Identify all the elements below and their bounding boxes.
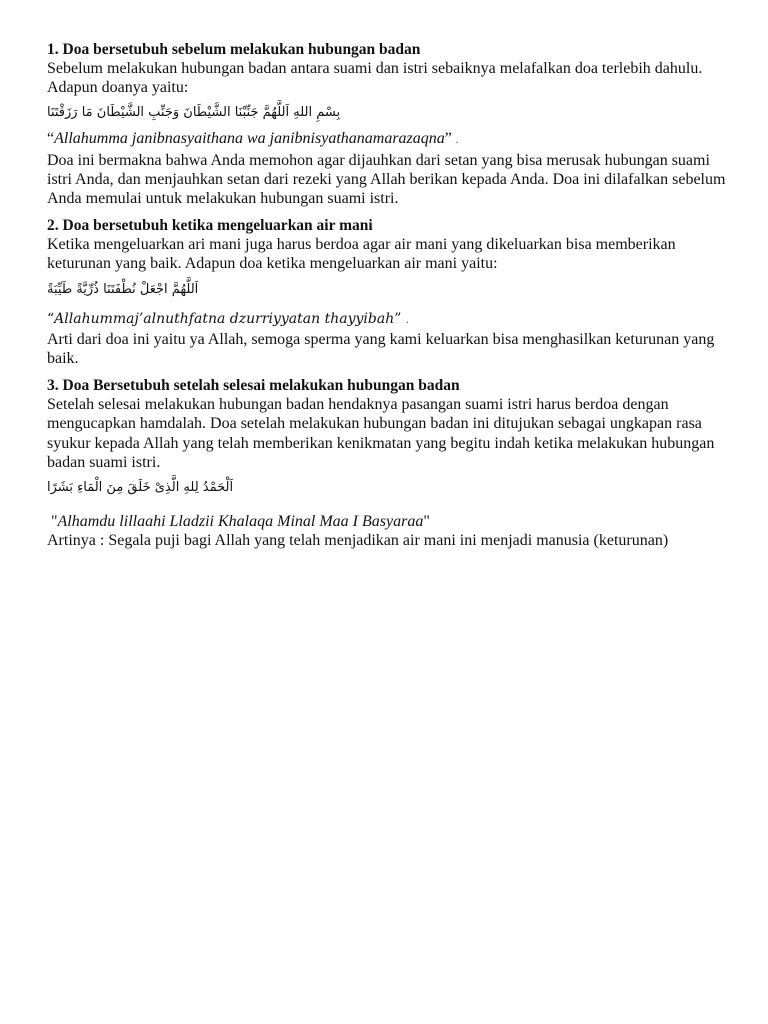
transliteration-text: Allahummaj’alnuthfatna dzurriyyatan thayyibah (54, 310, 395, 327)
section-intro: Ketika mengeluarkan ari mani juga harus berdoa agar air mani yang dikeluarkan bisa memberikan keturunan yang baik. Adapun doa ketika mengeluarkan air mani yaitu: (47, 236, 676, 273)
section-heading: 3. Doa Bersetubuh setelah selesai melakukan hubungan badan (47, 377, 460, 395)
section-explanation: Doa ini bermakna bahwa Anda memohon agar dijauhkan dari setan yang bisa merusak hubungan suami istri Anda, dan menjauhkan setan dari rezeki yang Allah berikan kepada Anda. Doa ini dilafalkan sebelum Anda memulai untuk melakukan hubungan suami istri. (47, 151, 726, 208)
section-explanation: Arti dari doa ini yaitu ya Allah, semoga sperma yang kami keluarkan bisa menghasilkan keturunan yang baik. (47, 330, 715, 368)
transliteration-text: Alhamdu lillaahi Lladzii Khalaqa Minal Maa I Basyaraa (57, 513, 424, 531)
section-explanation: Artinya : Segala puji bagi Allah yang telah menjadikan air mani ini menjadi manusia (keturunan) (47, 532, 669, 550)
open-quote: “ (47, 310, 55, 327)
transliteration (47, 512, 727, 531)
close-quote: ” (444, 130, 452, 148)
trailing-dot: . (405, 314, 410, 326)
section-heading: 1. Doa bersetubuh sebelum melakukan hubungan badan (47, 41, 421, 58)
section-before-intercourse (47, 40, 727, 208)
open-quote: " (51, 513, 58, 531)
section-after-intercourse (47, 376, 727, 550)
document-page (47, 40, 727, 555)
section-intro: Setelah selesai melakukan hubungan badan hendaknya pasangan suami istri harus berdoa dengan mengucapkan hamdalah. Doa setelah melakukan hubungan badan ini ditujukan sebagai ungkapan rasa syukur kepada Allah yang telah memberikan kenikmatan yang begitu indah ketika melakukan hubungan badan suami istri. (47, 396, 715, 471)
transliteration-text: Allahumma janibnasyaithana wa janibnisyathanamarazaqna (54, 130, 445, 148)
transliteration (47, 310, 727, 330)
section-heading: 2. Doa bersetubuh ketika mengeluarkan air mani (47, 217, 373, 235)
section-intro: Sebelum melakukan hubungan badan antara suami dan istri sebaiknya melafalkan doa terlebih dahulu. Adapun doanya yaitu: (47, 60, 703, 97)
close-quote: ” (394, 310, 402, 327)
transliteration (47, 129, 727, 150)
open-quote: “ (47, 130, 55, 148)
arabic-prayer-row (47, 472, 727, 504)
arabic-prayer-row (47, 97, 727, 129)
arabic-prayer: اَللَّهُمَّ اجْعَلْ نُطْفَتَنَا ذُرِّيَّةً طَيِّبَةً (47, 281, 199, 297)
trailing-dot: . (455, 135, 459, 147)
section-during-ejaculation (47, 216, 727, 368)
close-quote: " (423, 513, 430, 531)
arabic-prayer: اَلْحَمْدُ لِلهِ الَّذِىْ خَلَقَ مِنَ الْمَاءِ بَشَرًا (47, 480, 234, 496)
arabic-prayer: بِسْمِ اللهِ اَللَّهُمَّ جَنِّبْنَا الشَّيْطَانَ وَجَنِّبِ الشَّيْطَانَ مَا رَزَقْتَنَا (47, 105, 341, 121)
arabic-prayer-row (47, 274, 727, 306)
